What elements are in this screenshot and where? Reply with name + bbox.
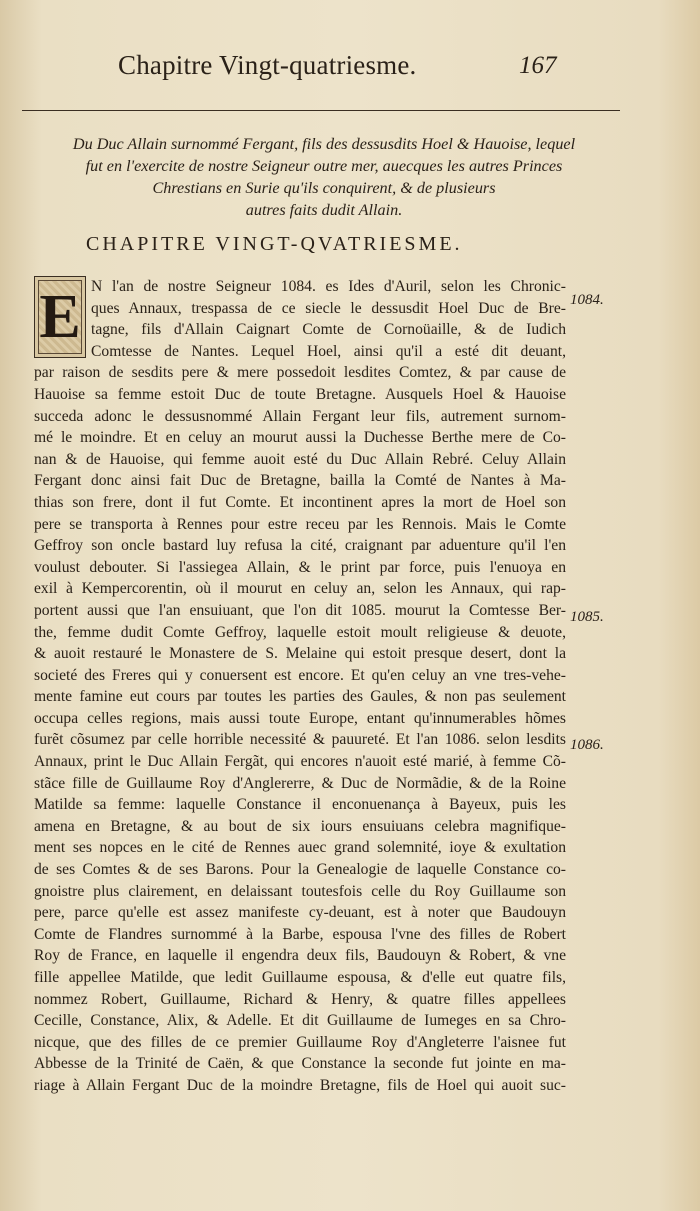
body-line: amena en Bretagne, & au bout de six iours ensuiuans celebra magnifique- — [34, 817, 566, 835]
summary-line: Du Duc Allain surnommé Fergant, fils des dessusdits Hoel & Hauoise, lequel — [72, 135, 576, 153]
body-line: pere se transporta à Rennes pour estre receu par les Rennois. Mais le Comte — [34, 515, 566, 533]
header-rule — [22, 110, 620, 111]
body-line: mente famine eut cours par toutes les parties des Gaules, & non pas seulement — [34, 688, 566, 706]
body-line: furẽt cõsumez par celle horrible necessité & pauureté. Et l'an 1086. selon lesdits — [34, 731, 566, 749]
body-line: nommez Robert, Guillaume, Richard & Henry, & quatre filles appellees — [34, 990, 566, 1008]
body-line: exil à Kempercorentin, où il mourut en celuy an, selon les Annaux, qui rap- — [34, 580, 566, 598]
body-line: Annaux, print le Duc Allain Fergãt, qui encores n'auoit esté marié, à femme Cõ- — [34, 753, 566, 771]
body-line: nan & de Hauoise, qui femme auoit esté du Duc Allain Rebré. Celuy Allain — [34, 450, 566, 468]
body-line: stãce fille de Guillaume Roy d'Anglererre, & Duc de Normãdie, & de la Roine — [34, 774, 566, 792]
body-line: portent aussi que l'an ensuiuant, que l'on dit 1085. mourut la Comtesse Ber- — [34, 601, 566, 619]
drop-cap-letter: E — [39, 283, 81, 351]
body-line: the, femme dudit Comte Geffroy, laquelle estoit moult religieuse & deuote, — [34, 623, 566, 641]
body-line: Matilde sa femme: laquelle Constance il enconuenança à Bayeux, puis les — [34, 796, 566, 814]
body-line: ques Annaux, trespassa de ce siecle le dessusdit Hoel Duc de Bre- — [91, 299, 566, 317]
margin-year-note: 1086. — [570, 737, 604, 753]
chapter-heading: CHAPITRE VINGT-QVATRIESME. — [86, 233, 463, 255]
body-line: voulust debouter. Si l'assiegea Allain, & le print par force, puis l'enuoya en — [34, 558, 566, 576]
body-line: Comte de Flandres surnommé à la Barbe, espousa l'vne des filles de Robert — [34, 925, 566, 943]
body-line: fille appellee Matilde, que ledit Guillaume espousa, & d'elle eut quatre fils, — [34, 969, 566, 986]
body-line: N l'an de nostre Seigneur 1084. es Ides d'Auril, selon les Chronic- — [91, 278, 566, 295]
margin-year-note: 1085. — [570, 609, 604, 625]
body-line: nicque, que des filles de ce premier Guillaume Roy d'Angleterre l'aisnee fut — [34, 1033, 566, 1051]
body-line: thias son frere, dont il fut Comte. Et incontinent apres la mort de Hoel son — [34, 493, 566, 511]
body-line: riage à Allain Fergant Duc de la moindre Bretagne, fils de Hoel qui auoit suc- — [34, 1076, 566, 1094]
chapter-summary — [44, 133, 604, 221]
margin-year-note: 1084. — [570, 292, 604, 308]
summary-line: autres faits dudit Allain. — [245, 201, 403, 219]
summary-line: Chrestians en Surie qu'ils conquirent, & de plusieurs — [152, 179, 496, 197]
body-line: Cecille, Constance, Alix, & Adelle. Et dit Guillaume de Iumeges en sa Chro- — [34, 1012, 566, 1030]
body-line: Comtesse de Nantes. Lequel Hoel, ainsi qu'il a esté dit deuant, — [91, 342, 566, 360]
body-line: societé des Freres qui y conuersent est encore. Et qu'en celuy an vne tres-vehe- — [34, 666, 566, 684]
body-line: & auoit restauré le Monastere de S. Melaine qui estoit presque desert, dont la — [34, 645, 566, 663]
body-line: Abbesse de la Trinité de Caën, & que Constance la seconde fut jointe en ma- — [34, 1055, 566, 1073]
body-line: Fergant donc ainsi fait Duc de Bretagne, bailla la Comté de Nantes à Ma- — [34, 472, 566, 490]
page-header — [0, 46, 700, 96]
body-line: gnoistre plus clairement, en delaissant toutesfois celle du Roy Guillaume son — [34, 882, 566, 900]
body-line: occupa celles regions, mais aussi toute Europe, entant qu'innumerables hõmes — [34, 709, 566, 727]
body-line: Roy de France, en laquelle il engendra deux fils, Baudouyn & Robert, & vne — [34, 947, 566, 965]
body-line: pere, parce qu'elle est assez manifeste cy-deuant, est à noter que Baudouyn — [34, 904, 566, 922]
body-line: par raison de sesdits pere & mere possedoit lesdites Comtez, & par cause de — [34, 364, 566, 382]
body-line: tagne, fils d'Allain Caignart Comte de Cornoüaille, & de Iudich — [91, 321, 566, 339]
summary-line: fut en l'exercite de nostre Seigneur outre mer, auecques les autres Princes — [85, 157, 563, 175]
body-line: mé le moindre. Et en celuy an mourut aussi la Duchesse Berthe mere de Co- — [34, 429, 566, 447]
body-line: de ses Comtes & de ses Barons. Pour la Genealogie de laquelle Constance co- — [34, 861, 566, 879]
page-number: 167 — [519, 52, 557, 79]
body-text — [34, 276, 566, 1097]
body-line: Hauoise sa femme estoit Duc de toute Bretagne. Ausquels Hoel & Hauoise — [34, 385, 566, 403]
body-line: Geffroy son oncle bastard luy refusa la cité, craignant par aduenture qu'il l'en — [34, 537, 566, 555]
body-line: ment ses nopces en le cité de Rennes auec grand solemnité, ioye & exultation — [34, 839, 566, 857]
running-title: Chapitre Vingt-quatriesme. — [118, 50, 417, 80]
body-line: succeda adonc le dessusnommé Allain Fergant leur fils, autrement surnom- — [34, 407, 566, 425]
